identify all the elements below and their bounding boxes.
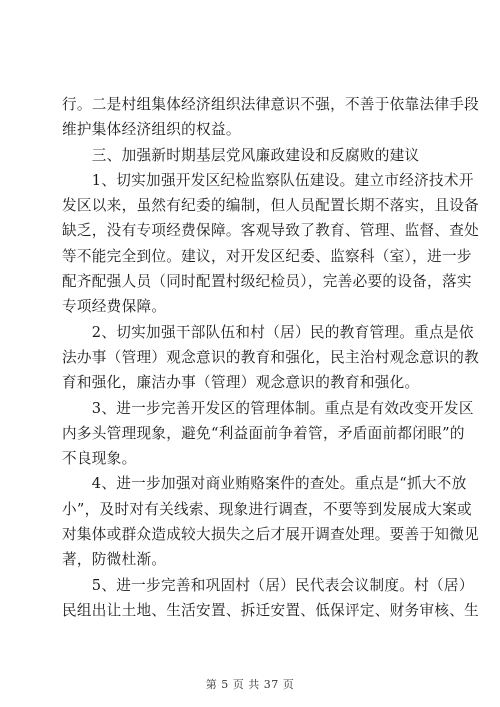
text-line: 维护集体经济组织的权益。 [62,121,241,139]
text-line: 法办事（管理）观念意识的教育和强化，民主治村观念意识的教 [62,348,480,366]
text-line: 3、进一步完善开发区的管理体制。重点是有效改变开发区 [62,399,474,417]
text-line: 民组出让土地、生活安置、拆迁安置、低保评定、财务审核、生 [62,601,480,619]
text-line: 配齐配强人员（同时配置村级纪检员），完善必要的设备，落实 [62,273,472,291]
text-line: 5、进一步完善和巩固村（居）民代表会议制度。村（居） [62,576,474,594]
text-line: 4、进一步加强对商业贿赂案件的查处。重点是“抓大不放 [62,475,467,493]
text-line: 小”，及时对有关线索、现象进行调查，不要等到发展成大案或 [62,500,472,518]
text-line: 内多头管理现象，避免“利益面前争着管，矛盾面前都闭眼”的 [62,424,465,442]
section-heading: 三、加强新时期基层党风廉政建设和反腐败的建议 [62,146,420,164]
text-line: 著，防微杜渐。 [62,551,167,569]
text-line: 不良现象。 [62,450,137,468]
text-line: 1、切实加强开发区纪检监察队伍建设。建立市经济技术开 [62,171,474,189]
text-line: 育和强化，廉洁办事（管理）观念意识的教育和强化。 [62,374,420,392]
text-line: 缺乏，没有专项经费保障。客观导致了教育、管理、监督、查处 [62,222,480,240]
body-text [62,92,480,623]
text-line: 发区以来，虽然有纪委的编制，但人员配置长期不落实，且设备 [62,197,480,215]
text-line: 2、切实加强干部队伍和村（居）民的教育管理。重点是依 [62,323,474,341]
text-line: 行。二是村组集体经济组织法律意识不强，不善于依靠法律手段 [62,96,480,113]
text-line: 对集体或群众造成较大损失之后才展开调查处理。要善于知微见 [62,526,480,544]
text-line: 专项经费保障。 [62,298,167,316]
page-footer: 第 5 页 共 37 页 [205,678,295,691]
text-line: 等不能完全到位。建议，对开发区纪委、监察科（室），进一步 [62,247,472,265]
